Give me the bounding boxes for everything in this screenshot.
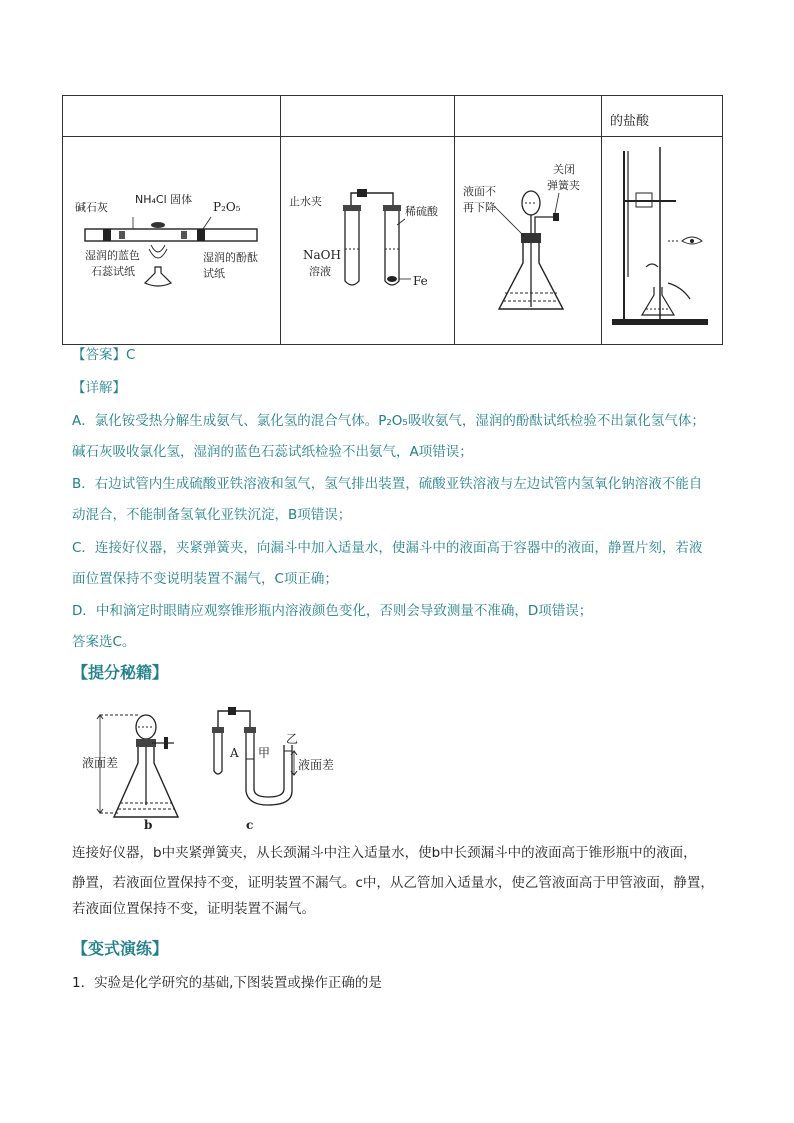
close-label-1: 关闭 [553, 163, 575, 176]
acid-label: 稀硫酸 [405, 205, 438, 218]
stand-base [612, 319, 708, 325]
lime-plug [103, 229, 111, 241]
tips-b-caption: b [144, 818, 153, 832]
detail-line-5: C．连接好仪器，夹紧弹簧夹，向漏斗中加入适量水，使漏斗中的液面高于容器中的液面，静置片刻，若液 [72, 540, 703, 556]
p2o5-label: P₂O₅ [213, 200, 241, 214]
blue-paper-label-1: 湿润的蓝色 [85, 249, 140, 262]
level-label-1: 液面不 [463, 185, 496, 198]
table-cell-b-top [281, 96, 455, 137]
blue-paper-strip [119, 231, 125, 239]
figure-c-leak-test [455, 137, 601, 340]
iron-solid [387, 276, 397, 282]
tips-c-yi-label: 乙 [286, 732, 299, 746]
tips-heading: 【提分秘籍】 [72, 663, 169, 682]
figure-d-titration-setup [602, 137, 722, 340]
tips-line-1: 连接好仪器，b中夹紧弹簧夹，从长颈漏斗中注入适量水，使b中长颈漏斗中的液面高于锥形瓶中的液面， [72, 845, 697, 861]
tips-line-2: 静置，若液面位置保持不变，证明装置不漏气。c中，从乙管加入适量水，使乙管液面高于甲管液面，静置， [72, 875, 714, 891]
tips-c-tube-a [214, 733, 222, 774]
tips-figures [78, 705, 348, 835]
naoh-label-1: NaOH [303, 248, 341, 262]
stopper [521, 233, 541, 243]
naoh-label-2: 溶液 [309, 265, 331, 278]
table-figure-row [63, 137, 723, 345]
left-test-tube [345, 211, 359, 285]
nh4cl-label: NH₄Cl 固体 [135, 193, 193, 206]
answer-label: 【答案】 [72, 347, 126, 363]
figure-a-cell [63, 137, 281, 345]
figure-b-fe-oh2-apparatus [281, 137, 454, 340]
experiment-table [62, 95, 723, 345]
phen-paper-label-1: 湿润的酚酞 [203, 251, 258, 264]
detail-line-2: 碱石灰吸收氯化氢，湿润的蓝色石蕊试纸检验不出氨气，A项错误； [72, 444, 473, 460]
nh4cl-solid [151, 222, 165, 228]
tips-c-jia-label: 甲 [258, 746, 271, 760]
alcohol-lamp-icon [145, 267, 171, 286]
detail-line-8: 答案选C。 [72, 634, 136, 650]
practice-heading: 【变式演练】 [72, 939, 169, 958]
table-cell-c-top [455, 96, 602, 137]
tips-b-spring-clamp [164, 737, 168, 749]
detail-line-7: D．中和滴定时眼睛应观察锥形瓶内溶液颜色变化，否则会导致测量不准确，D项错误； [72, 603, 593, 619]
detail-line-3: B．右边试管内生成硫酸亚铁溶液和氢气，氢气排出装置，硫酸亚铁溶液与左边试管内氢氧化钠溶液不能自 [72, 476, 703, 492]
practice-question-1: 1．实验是化学研究的基础,下图装置或操作正确的是 [72, 975, 382, 991]
answer-value: C [126, 347, 136, 363]
tips-line-3: 若液面位置保持不变，证明装置不漏气。 [72, 901, 315, 917]
figure-c-cell [455, 137, 602, 345]
clamp-label: 止水夹 [289, 195, 322, 208]
phen-paper-strip [181, 231, 187, 239]
spring-clamp [553, 213, 559, 221]
level-label-2: 再下降 [463, 201, 496, 214]
figure-d-cell [602, 137, 723, 345]
fe-label: Fe [413, 274, 428, 288]
figure-a-heating-apparatus [63, 137, 280, 340]
table-cell-d-top [602, 96, 723, 137]
stop-clamp [357, 189, 367, 197]
phen-paper-label-2: 试纸 [203, 267, 225, 280]
table-cell-a-top [63, 96, 281, 137]
table-header-row [63, 96, 723, 137]
cell-d-header-text: 的盐酸 [610, 114, 650, 129]
tips-c-a-label: A [230, 746, 239, 760]
tips-figure-c [212, 707, 334, 832]
answer-line [72, 345, 135, 365]
right-test-tube [385, 211, 399, 285]
p2o5-plug [197, 229, 205, 241]
close-label-2: 弹簧夹 [547, 179, 580, 192]
tips-b-level-diff-label: 液面差 [82, 756, 119, 770]
detail-label: 【详解】 [72, 380, 126, 396]
flame-icon [149, 245, 167, 258]
hand-icon [668, 283, 690, 299]
blue-paper-label-2: 石蕊试纸 [91, 265, 135, 278]
detail-line-4: 动混合，不能制备氢氧化亚铁沉淀，B项错误； [72, 507, 352, 523]
lime-label: 碱石灰 [75, 201, 108, 214]
detail-line-6: 面位置保持不变说明装置不漏气，C项正确； [72, 571, 338, 587]
detail-line-1: A．氯化铵受热分解生成氨气、氯化氢的混合气体。P₂O₅吸收氨气，湿润的酚酞试纸检验不出氯化氢气体； [72, 413, 705, 429]
titration-flask [642, 287, 674, 315]
tips-figure-b [82, 715, 178, 832]
tips-c-level-diff-label: 液面差 [298, 758, 335, 772]
figure-b-cell [281, 137, 455, 345]
tips-c-caption: c [246, 818, 254, 832]
